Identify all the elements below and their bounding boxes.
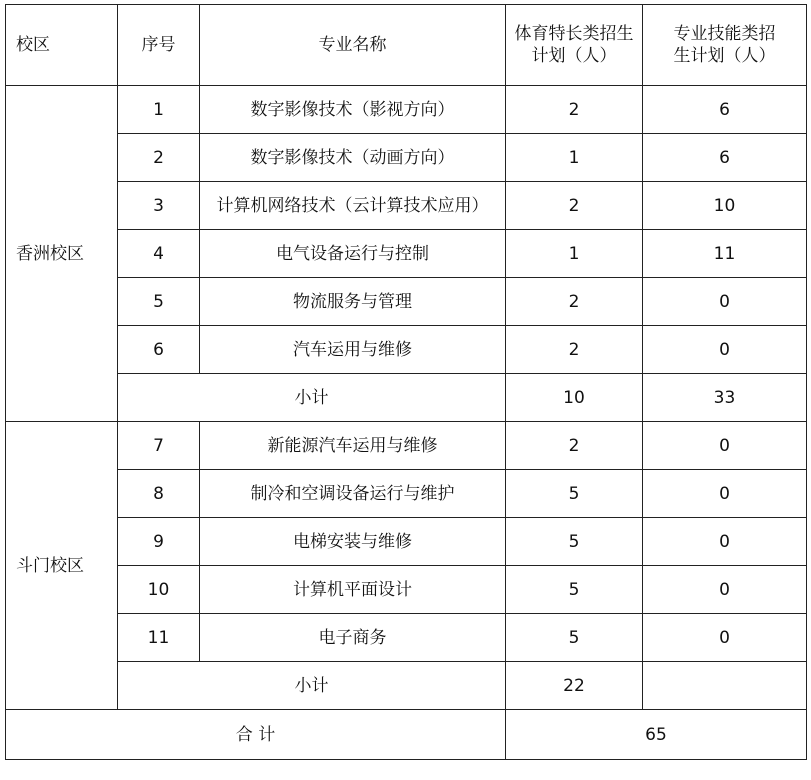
header-skills-plan: 专业技能类招生计划（人） xyxy=(643,5,807,86)
total-label: 合 计 xyxy=(6,710,506,760)
skills-plan-cell: 0 xyxy=(643,326,807,374)
seq-cell: 4 xyxy=(118,230,200,278)
seq-cell: 2 xyxy=(118,134,200,182)
seq-cell: 9 xyxy=(118,518,200,566)
seq-cell: 6 xyxy=(118,326,200,374)
subtotal-label: 小计 xyxy=(118,374,506,422)
campus-name: 香洲校区 xyxy=(6,86,118,422)
sports-plan-cell: 5 xyxy=(506,518,643,566)
subtotal-row xyxy=(6,662,807,710)
skills-plan-cell: 6 xyxy=(643,86,807,134)
campus-name: 斗门校区 xyxy=(6,422,118,710)
header-major: 专业名称 xyxy=(200,5,506,86)
table-row xyxy=(6,326,807,374)
subtotal-skills xyxy=(643,662,807,710)
major-cell: 物流服务与管理 xyxy=(200,278,506,326)
sports-plan-cell: 2 xyxy=(506,278,643,326)
skills-plan-cell: 0 xyxy=(643,470,807,518)
sports-plan-cell: 5 xyxy=(506,566,643,614)
enrollment-plan-table xyxy=(5,4,807,760)
table-row xyxy=(6,182,807,230)
subtotal-row xyxy=(6,374,807,422)
skills-plan-cell: 0 xyxy=(643,614,807,662)
table-row xyxy=(6,86,807,134)
skills-plan-cell: 0 xyxy=(643,422,807,470)
seq-cell: 11 xyxy=(118,614,200,662)
seq-cell: 5 xyxy=(118,278,200,326)
sports-plan-cell: 1 xyxy=(506,230,643,278)
major-cell: 数字影像技术（影视方向） xyxy=(200,86,506,134)
table-row xyxy=(6,470,807,518)
header-row xyxy=(6,5,807,86)
skills-plan-cell: 0 xyxy=(643,566,807,614)
major-cell: 电梯安装与维修 xyxy=(200,518,506,566)
header-sports-plan: 体育特长类招生计划（人） xyxy=(506,5,643,86)
sports-plan-cell: 2 xyxy=(506,182,643,230)
seq-cell: 3 xyxy=(118,182,200,230)
major-cell: 数字影像技术（动画方向） xyxy=(200,134,506,182)
subtotal-sports: 10 xyxy=(506,374,643,422)
table-row xyxy=(6,566,807,614)
major-cell: 新能源汽车运用与维修 xyxy=(200,422,506,470)
subtotal-sports: 22 xyxy=(506,662,643,710)
major-cell: 计算机网络技术（云计算技术应用） xyxy=(200,182,506,230)
table-row xyxy=(6,230,807,278)
total-row xyxy=(6,710,807,760)
major-cell: 制冷和空调设备运行与维护 xyxy=(200,470,506,518)
subtotal-label: 小计 xyxy=(118,662,506,710)
major-cell: 计算机平面设计 xyxy=(200,566,506,614)
major-cell: 汽车运用与维修 xyxy=(200,326,506,374)
table-row xyxy=(6,518,807,566)
header-seq: 序号 xyxy=(118,5,200,86)
total-value: 65 xyxy=(506,710,807,760)
table-row xyxy=(6,614,807,662)
table-row xyxy=(6,422,807,470)
sports-plan-cell: 1 xyxy=(506,134,643,182)
skills-plan-cell: 0 xyxy=(643,278,807,326)
skills-plan-cell: 6 xyxy=(643,134,807,182)
seq-cell: 7 xyxy=(118,422,200,470)
seq-cell: 8 xyxy=(118,470,200,518)
seq-cell: 10 xyxy=(118,566,200,614)
skills-plan-cell: 11 xyxy=(643,230,807,278)
major-cell: 电气设备运行与控制 xyxy=(200,230,506,278)
sports-plan-cell: 2 xyxy=(506,86,643,134)
sports-plan-cell: 2 xyxy=(506,422,643,470)
sports-plan-cell: 2 xyxy=(506,326,643,374)
skills-plan-cell: 0 xyxy=(643,518,807,566)
table-row xyxy=(6,134,807,182)
sports-plan-cell: 5 xyxy=(506,470,643,518)
seq-cell: 1 xyxy=(118,86,200,134)
table-body xyxy=(6,5,807,760)
subtotal-skills: 33 xyxy=(643,374,807,422)
header-campus: 校区 xyxy=(6,5,118,86)
skills-plan-cell: 10 xyxy=(643,182,807,230)
sports-plan-cell: 5 xyxy=(506,614,643,662)
major-cell: 电子商务 xyxy=(200,614,506,662)
table-row xyxy=(6,278,807,326)
